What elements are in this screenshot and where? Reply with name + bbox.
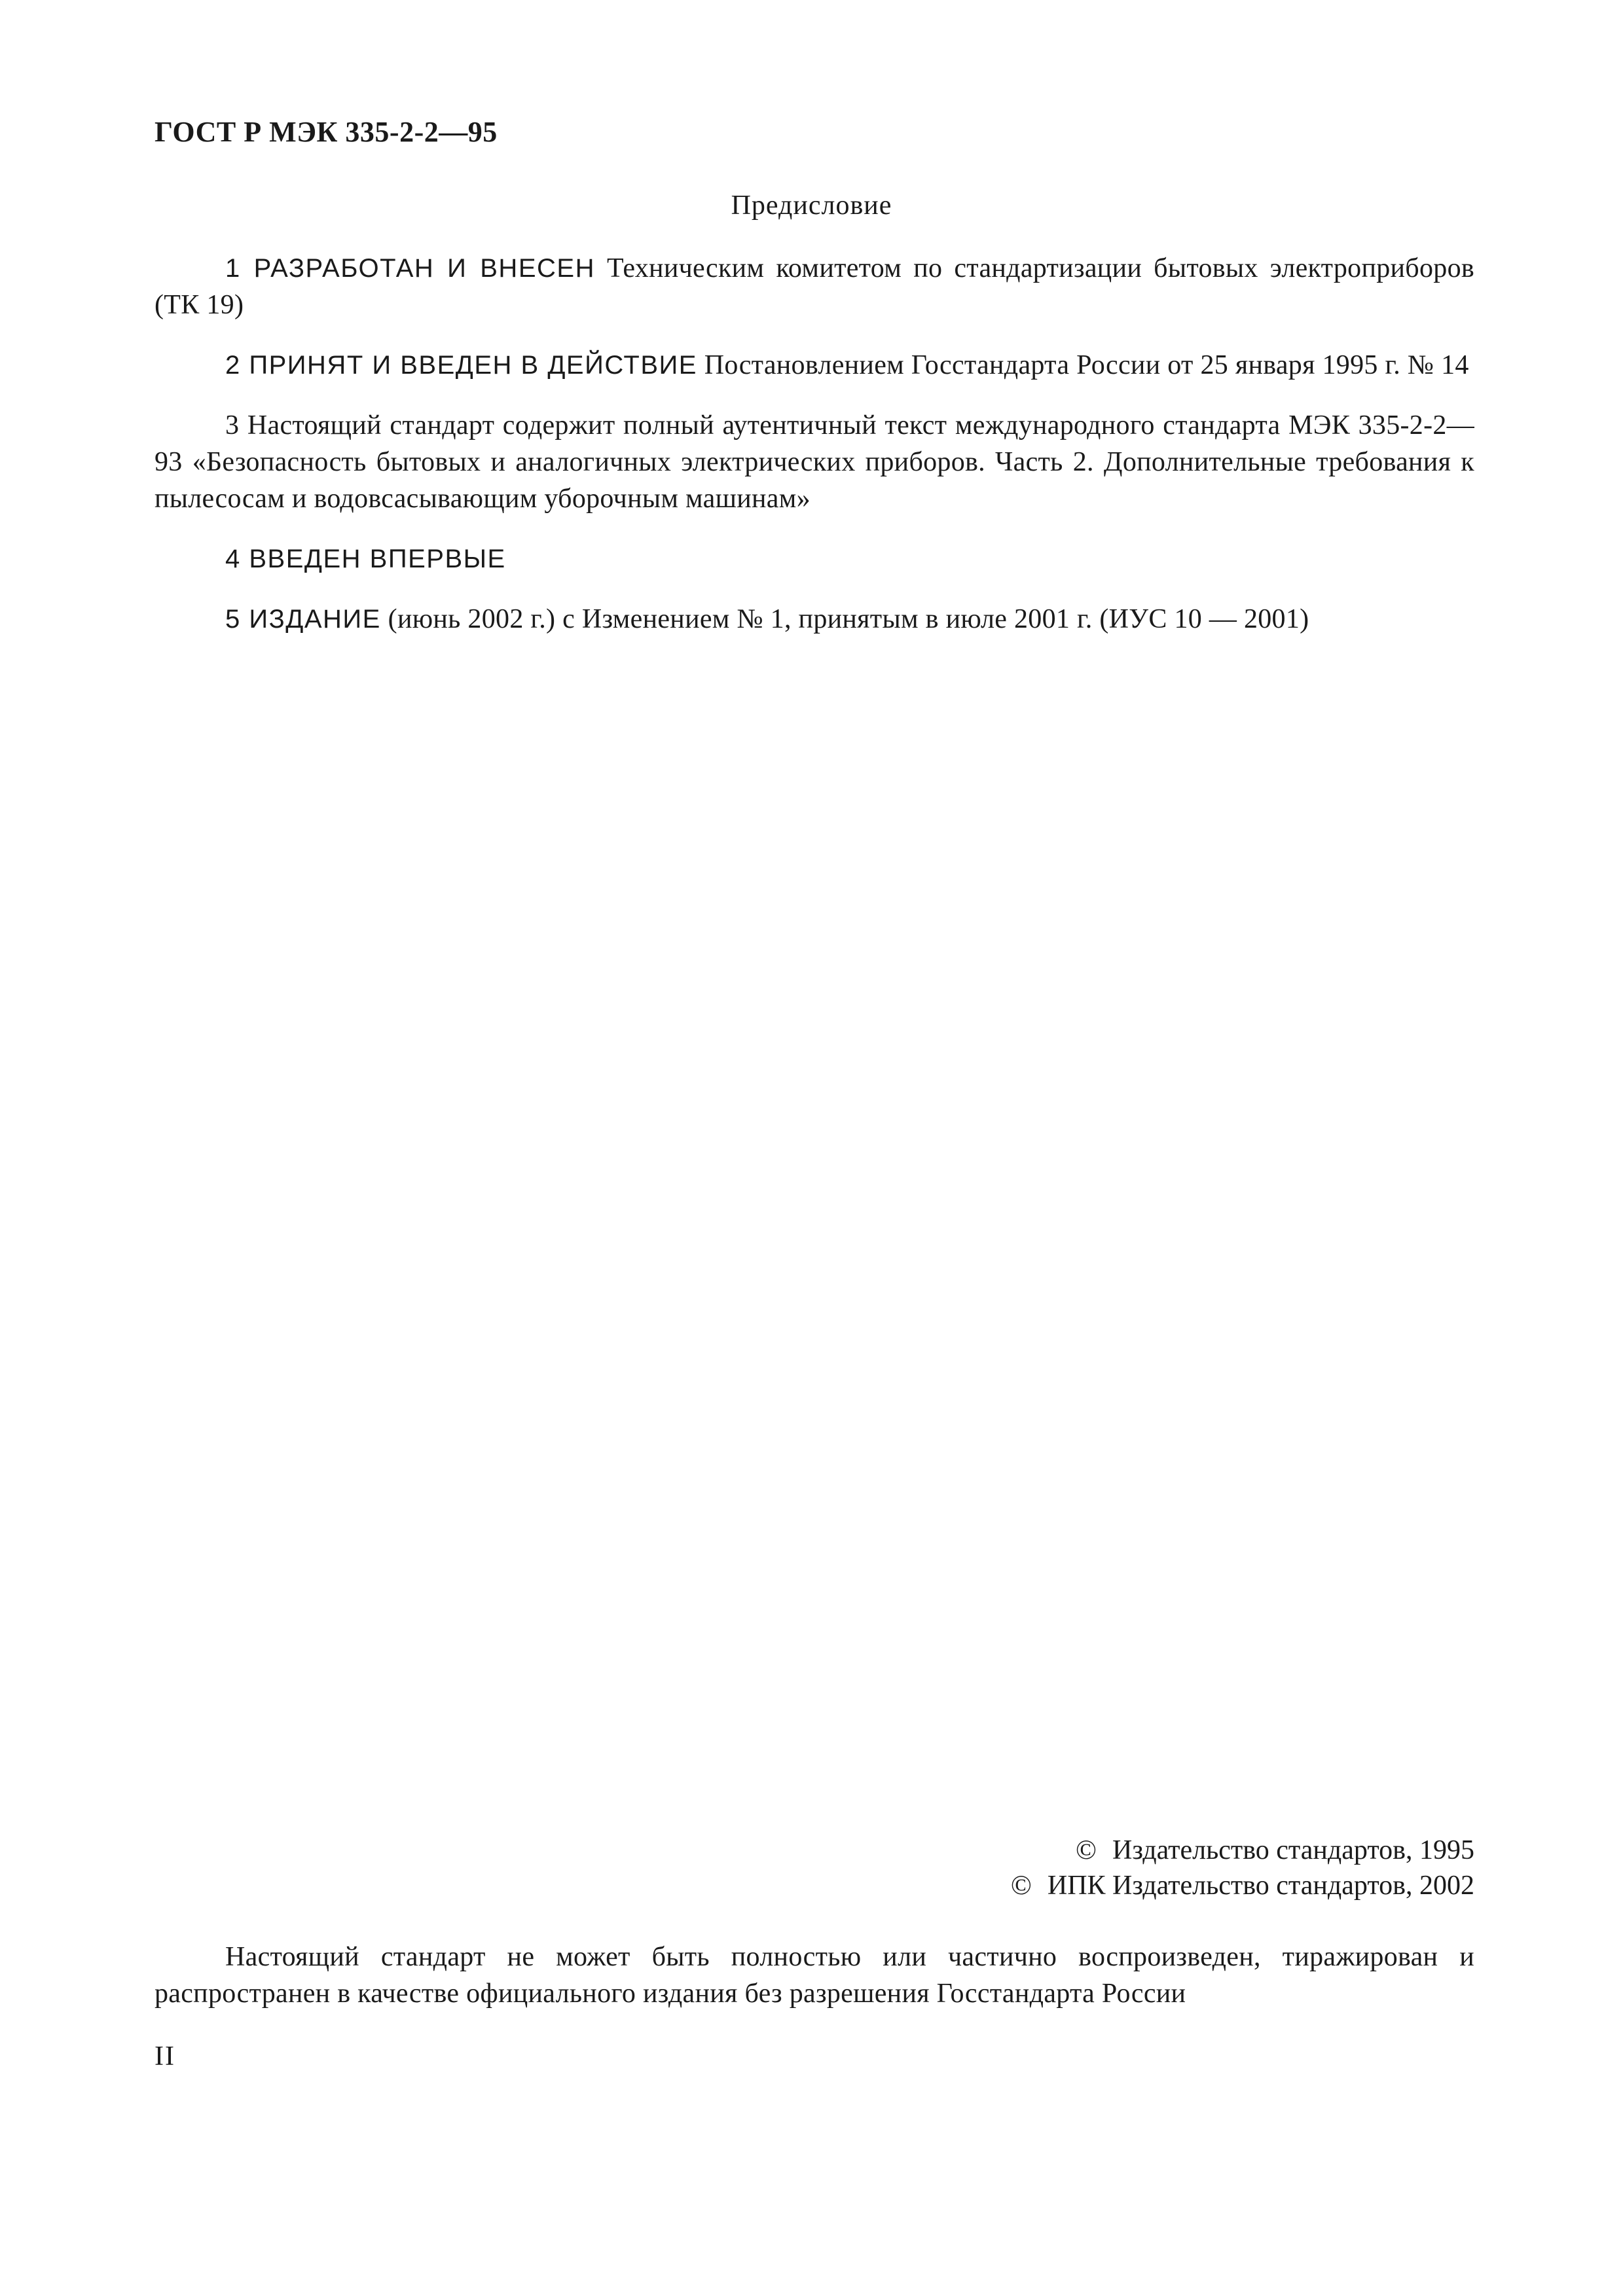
foreword-item-label: 3	[225, 410, 240, 440]
copyright-block	[1011, 1833, 1474, 1903]
copyright-symbol: ©	[1010, 1871, 1032, 1901]
copyright-symbol: ©	[1076, 1835, 1097, 1865]
foreword-item	[155, 601, 1474, 637]
copyright-text: Издательство стандартов, 1995	[1112, 1835, 1474, 1865]
foreword-item-text: Настоящий стандарт содержит полный аутентичный текст международного стандарта МЭК 335-2-2—93 «Безопасность бытовых и аналогичных электрических приборов. Часть 2. Дополнительные требования к пылесосам и водовсасывающим уборочным машинам»	[155, 410, 1474, 514]
page-number: II	[155, 2041, 175, 2072]
foreword-item-text: Техническим комитетом по стандартизации бытовых электроприборов (ТК 19)	[155, 253, 1474, 320]
document-code: ГОСТ Р МЭК 335-2-2—95	[155, 116, 498, 148]
reproduction-notice: Настоящий стандарт не может быть полностью или частично воспроизведен, тиражирован и распространен в качестве официального издания без разрешения Госстандарта России	[155, 1942, 1474, 2009]
foreword-item	[155, 347, 1474, 384]
copyright-line	[1011, 1868, 1474, 1903]
foreword-item	[155, 541, 1474, 577]
foreword-item-text: (июнь 2002 г.) с Изменением № 1, принятым в июле 2001 г. (ИУС 10 — 2001)	[380, 604, 1309, 634]
foreword-item-label: 4 ВВЕДЕН ВПЕРВЫЕ	[225, 545, 506, 573]
copyright-line	[1011, 1833, 1474, 1868]
foreword-title: Предисловие	[731, 190, 892, 221]
foreword-item-label: 1 РАЗРАБОТАН И ВНЕСЕН	[225, 254, 595, 283]
foreword-item	[155, 407, 1474, 517]
copyright-text: ИПК Издательство стандартов, 2002	[1047, 1871, 1474, 1901]
foreword-item-label: 2 ПРИНЯТ И ВВЕДЕН В ДЕЙСТВИЕ	[225, 351, 697, 380]
foreword-body	[155, 250, 1474, 661]
foreword-item-text: Постановлением Госстандарта России от 25 января 1995 г. № 14	[697, 350, 1469, 380]
foreword-item	[155, 250, 1474, 323]
foreword-item-label: 5 ИЗДАНИЕ	[225, 605, 381, 634]
